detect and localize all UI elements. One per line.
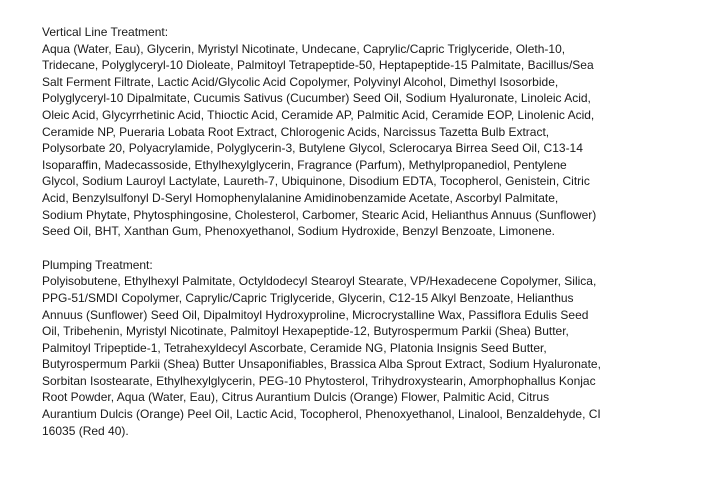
ingredient-line: Isoparaffin, Madecassoside, Ethylhexylglycerin, Fragrance (Parfum), Methylpropanediol, Pentylene (42, 157, 567, 172)
ingredient-line: Polyisobutene, Ethylhexyl Palmitate, Octyldodecyl Stearoyl Stearate, VP/Hexadecene Copolymer, Silica, (42, 274, 597, 289)
ingredient-line: Sorbitan Isostearate, Ethylhexylglycerin, PEG-10 Phytosterol, Trihydroxystearin, Amorphophallus Konjac (42, 373, 596, 388)
ingredient-line: Sodium Phytate, Phytosphingosine, Cholesterol, Carbomer, Stearic Acid, Helianthus Annuus (Sunflower) (42, 207, 597, 222)
ingredient-line: Ceramide NP, Pueraria Lobata Root Extract, Chlorogenic Acids, Narcissus Tazetta Bulb Extract, (42, 124, 550, 139)
ingredient-line: Acid, Benzylsulfonyl D-Seryl Homophenylalanine Amidinobenzamide Acetate, Ascorbyl Palmitate, (42, 190, 559, 205)
ingredient-line: Root Powder, Aqua (Water, Eau), Citrus Aurantium Dulcis (Orange) Flower, Palmitic Acid, Citrus (42, 390, 550, 405)
ingredient-line: Polysorbate 20, Polyacrylamide, Polyglycerin-3, Butylene Glycol, Sclerocarya Birrea Seed Oil, C13-14 (42, 141, 583, 156)
section-title: Vertical Line Treatment: (42, 25, 169, 39)
vertical-line-treatment-section (42, 24, 702, 240)
plumping-treatment-section (42, 257, 702, 440)
ingredient-line: Aqua (Water, Eau), Glycerin, Myristyl Nicotinate, Undecane, Caprylic/Capric Triglyceride, Oleth-10, (42, 41, 566, 56)
ingredient-line: Polyglyceryl-10 Dipalmitate, Cucumis Sativus (Cucumber) Seed Oil, Sodium Hyaluronate, Linoleic Acid, (42, 91, 591, 106)
ingredient-line: Oil, Tribehenin, Myristyl Nicotinate, Palmitoyl Hexapeptide-12, Butyrospermum Parkii (Shea) Butter, (42, 324, 569, 339)
ingredients-document (42, 24, 702, 456)
ingredient-line: 16035 (Red 40). (42, 423, 129, 438)
ingredient-line: Palmitoyl Tripeptide-1, Tetrahexyldecyl Ascorbate, Ceramide NG, Platonia Insignis Seed Butter, (42, 340, 547, 355)
ingredient-line: Oleic Acid, Glycyrrhetinic Acid, Thioctic Acid, Ceramide AP, Palmitic Acid, Ceramide EOP, Linolenic Acid, (42, 107, 595, 122)
ingredient-line: Seed Oil, BHT, Xanthan Gum, Phenoxyethanol, Sodium Hydroxide, Benzyl Benzoate, Limonene. (42, 224, 555, 239)
ingredient-line: Salt Ferment Filtrate, Lactic Acid/Glycolic Acid Copolymer, Polyvinyl Alcohol, Dimethyl Isosorbide, (42, 74, 559, 89)
ingredient-line: Aurantium Dulcis (Orange) Peel Oil, Lactic Acid, Tocopherol, Phenoxyethanol, Linalool, Benzaldehyde, CI (42, 407, 601, 422)
section-title: Plumping Treatment: (42, 257, 153, 272)
ingredient-line: Annuus (Sunflower) Seed Oil, Dipalmitoyl Hydroxyproline, Microcrystalline Wax, Passiflora Edulis Seed (42, 307, 589, 322)
ingredient-line: Butyrospermum Parkii (Shea) Butter Unsaponifiables, Brassica Alba Sprout Extract, Sodium Hyaluronate, (42, 357, 601, 372)
ingredient-line: Glycol, Sodium Lauroyl Lactylate, Laureth-7, Ubiquinone, Disodium EDTA, Tocopherol, Genistein, Citric (42, 174, 590, 189)
ingredient-line: PPG-51/SMDI Copolymer, Caprylic/Capric Triglyceride, Glycerin, C12-15 Alkyl Benzoate, Helianthus (42, 290, 574, 305)
ingredient-line: Tridecane, Polyglyceryl-10 Dioleate, Palmitoyl Tetrapeptide-50, Heptapeptide-15 Palmitate, Bacillus/Sea (42, 58, 594, 73)
